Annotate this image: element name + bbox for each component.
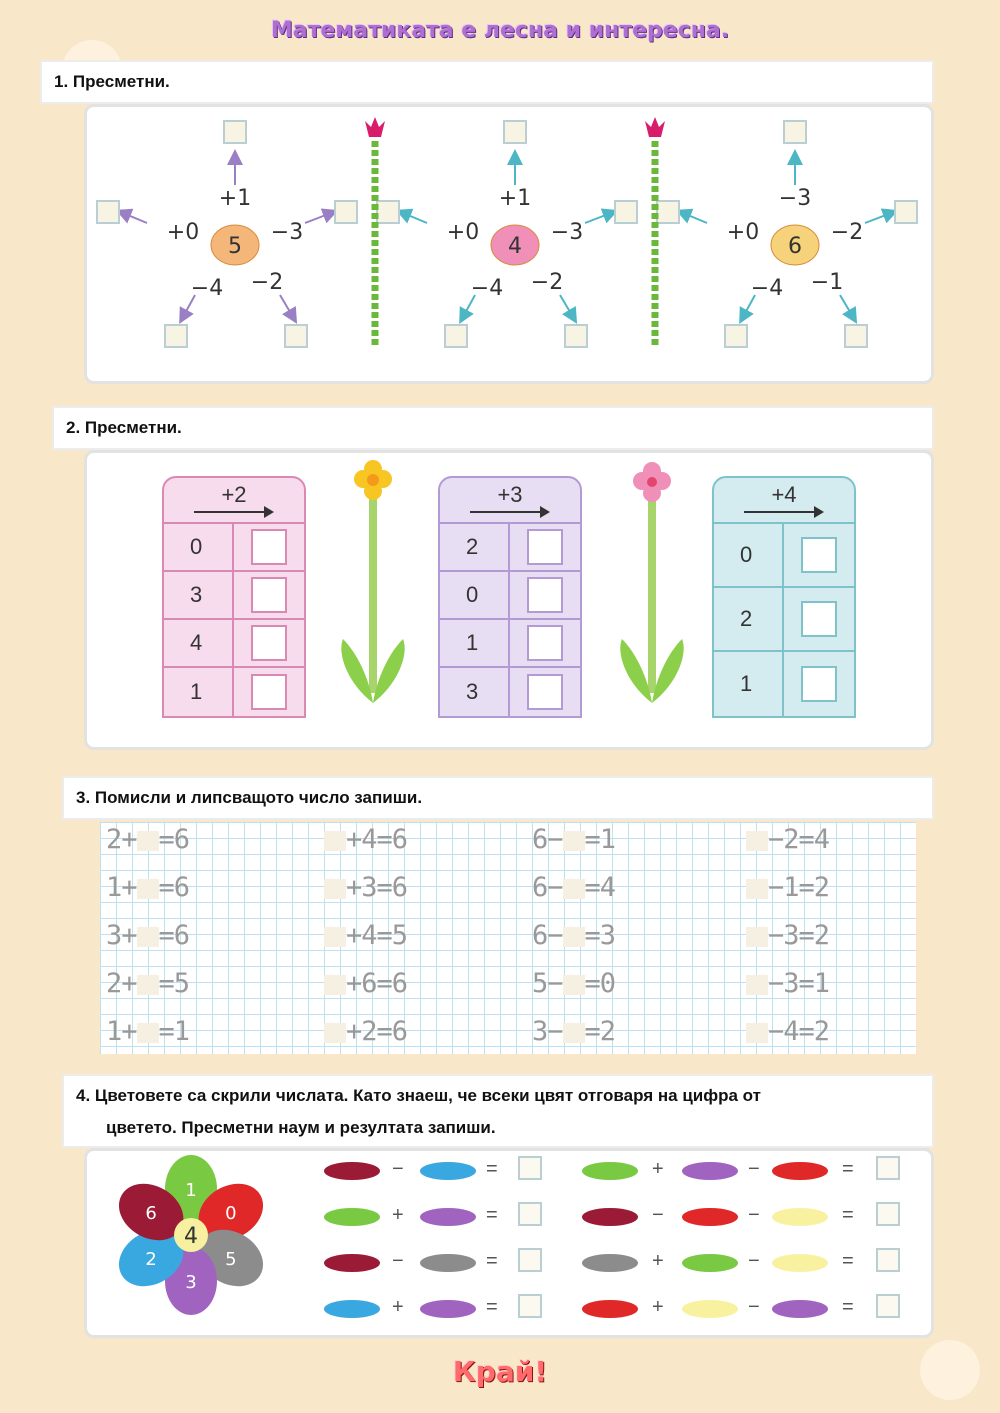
flower-center-number: 4: [184, 1224, 198, 1249]
addition-table-plus-3: [438, 476, 582, 718]
answer-box[interactable]: [377, 201, 399, 223]
missing-number-equation: [324, 920, 407, 951]
equation-prefix: 1+: [106, 1016, 137, 1047]
missing-number-slot[interactable]: [746, 975, 768, 995]
table-row: [440, 572, 580, 620]
equation-suffix: =1: [158, 1016, 190, 1047]
arrow-line: [470, 511, 542, 513]
missing-number-slot[interactable]: [137, 975, 159, 995]
op-left: +0: [446, 220, 480, 245]
op-bottom-left: −4: [470, 276, 504, 301]
equation-suffix: +6=6: [346, 968, 408, 999]
answer-box[interactable]: [657, 201, 679, 223]
missing-number-equation: [532, 872, 615, 903]
exercise-1-stars: [87, 107, 931, 381]
operator-symbol: +: [392, 1204, 404, 1226]
table-row: [714, 652, 854, 716]
missing-number-equation: [746, 968, 829, 999]
missing-number-slot[interactable]: [324, 879, 346, 899]
table-header: [164, 478, 304, 524]
op-right: −3: [270, 220, 304, 245]
missing-number-slot[interactable]: [137, 831, 159, 851]
operator-symbol: =: [486, 1204, 498, 1226]
answer-box[interactable]: [527, 625, 563, 661]
operator-symbol: −: [652, 1204, 664, 1226]
table-row: [714, 588, 854, 652]
op-bottom-left: −4: [190, 276, 224, 301]
color-blob: [772, 1300, 828, 1318]
op-right: −3: [550, 220, 584, 245]
missing-number-slot[interactable]: [324, 831, 346, 851]
answer-box[interactable]: [801, 601, 837, 637]
answer-box[interactable]: [518, 1156, 542, 1180]
arrow-icon: [683, 213, 707, 223]
answer-box[interactable]: [251, 529, 287, 565]
addition-table-plus-2: [162, 476, 306, 718]
addition-table-plus-4: [712, 476, 856, 718]
petal-number: 3: [185, 1272, 197, 1293]
arrow-icon: [865, 213, 891, 223]
color-blob: [772, 1254, 828, 1272]
operator-symbol: =: [486, 1158, 498, 1180]
answer-box[interactable]: [876, 1294, 900, 1318]
answer-box[interactable]: [97, 201, 119, 223]
missing-number-slot[interactable]: [746, 1023, 768, 1043]
table-answer-cell: [784, 588, 854, 650]
operator-symbol: =: [842, 1250, 854, 1272]
table-input-number: 1: [714, 652, 784, 716]
color-blob: [324, 1162, 380, 1180]
arrow-right-icon: [264, 506, 274, 518]
exercise-1-instruction: [40, 60, 934, 104]
missing-number-equation: [746, 824, 829, 855]
arrow-right-icon: [540, 506, 550, 518]
missing-number-slot[interactable]: [746, 831, 768, 851]
answer-box[interactable]: [251, 577, 287, 613]
color-blob: [682, 1300, 738, 1318]
operator-symbol: +: [652, 1296, 664, 1318]
table-input-number: 3: [440, 668, 510, 716]
table-operator: +2: [221, 482, 247, 507]
answer-box[interactable]: [784, 121, 806, 143]
equation-suffix: =1: [584, 824, 616, 855]
answer-box[interactable]: [801, 666, 837, 702]
equation-prefix: 2+: [106, 968, 137, 999]
missing-number-equation: [746, 872, 829, 903]
answer-box[interactable]: [801, 537, 837, 573]
exercise-1-panel: [84, 104, 934, 384]
answer-box[interactable]: [165, 325, 187, 347]
operator-symbol: =: [486, 1250, 498, 1272]
op-left: +0: [166, 220, 200, 245]
operator-symbol: +: [652, 1250, 664, 1272]
operator-symbol: =: [486, 1296, 498, 1318]
operator-symbol: =: [842, 1296, 854, 1318]
equation-prefix: 6−: [532, 920, 563, 951]
op-top: −3: [778, 186, 812, 211]
missing-number-equation: [324, 872, 407, 903]
table-input-number: 2: [440, 524, 510, 570]
table-answer-cell: [510, 572, 580, 618]
missing-number-slot[interactable]: [324, 975, 346, 995]
arrow-icon: [305, 213, 331, 223]
color-blob: [324, 1254, 380, 1272]
color-blob: [682, 1162, 738, 1180]
color-blob: [582, 1254, 638, 1272]
tulip-icon: [645, 117, 665, 347]
exercise-4-label-line2: цветето. Пресметни наум и резултата запиши.: [106, 1118, 496, 1137]
arrow-icon: [123, 213, 147, 223]
answer-box[interactable]: [251, 674, 287, 710]
equation-prefix: 2+: [106, 824, 137, 855]
missing-number-equation: [106, 920, 189, 951]
equation-suffix: −1=2: [768, 872, 830, 903]
missing-number-slot[interactable]: [563, 975, 585, 995]
equation-suffix: +4=6: [346, 824, 408, 855]
equation-suffix: =6: [158, 920, 190, 951]
arrow-icon: [840, 295, 853, 317]
missing-number-slot[interactable]: [137, 927, 159, 947]
table-answer-cell: [510, 620, 580, 666]
missing-number-equation: [532, 920, 615, 951]
color-blob: [772, 1162, 828, 1180]
equation-suffix: =4: [584, 872, 616, 903]
arrow-icon: [280, 295, 293, 317]
table-answer-cell: [784, 652, 854, 716]
color-blob: [682, 1208, 738, 1226]
equation-prefix: 3+: [106, 920, 137, 951]
color-blob: [582, 1162, 638, 1180]
operator-symbol: −: [392, 1250, 404, 1272]
operator-symbol: −: [748, 1158, 760, 1180]
missing-number-slot[interactable]: [137, 1023, 159, 1043]
exercise-2-instruction: [52, 406, 934, 450]
missing-number-equation: [532, 1016, 615, 1047]
missing-number-slot[interactable]: [746, 927, 768, 947]
equation-suffix: +3=6: [346, 872, 408, 903]
op-left: +0: [726, 220, 760, 245]
petal-number: 6: [145, 1203, 157, 1224]
answer-box[interactable]: [527, 577, 563, 613]
missing-number-slot[interactable]: [563, 1023, 585, 1043]
answer-box[interactable]: [445, 325, 467, 347]
table-input-number: 2: [714, 588, 784, 650]
equation-prefix: 3−: [532, 1016, 563, 1047]
calc-star-3: [657, 121, 917, 347]
missing-number-slot[interactable]: [563, 831, 585, 851]
equation-prefix: 6−: [532, 824, 563, 855]
missing-number-equation: [106, 872, 189, 903]
op-top: +1: [498, 186, 532, 211]
equation-prefix: 6−: [532, 872, 563, 903]
color-blob: [420, 1208, 476, 1226]
yellow-flower-icon: [341, 460, 404, 703]
op-top: +1: [218, 186, 252, 211]
answer-box[interactable]: [285, 325, 307, 347]
op-bottom-right: −2: [530, 270, 564, 295]
table-input-number: 1: [440, 620, 510, 666]
table-answer-cell: [234, 524, 304, 570]
color-blob: [682, 1254, 738, 1272]
page-title: Математиката е лесна и интересна.: [270, 18, 730, 43]
center-number: 6: [788, 234, 802, 259]
table-input-number: 0: [714, 524, 784, 586]
exercise-3-instruction: [62, 776, 934, 820]
answer-box[interactable]: [224, 121, 246, 143]
missing-number-equation: [106, 824, 189, 855]
answer-box[interactable]: [845, 325, 867, 347]
calc-star-1: [97, 121, 357, 347]
operator-symbol: −: [748, 1204, 760, 1226]
equation-prefix: 5−: [532, 968, 563, 999]
op-bottom-right: −2: [250, 270, 284, 295]
table-row: [440, 620, 580, 668]
color-blob: [420, 1254, 476, 1272]
arrow-icon: [585, 213, 611, 223]
answer-box[interactable]: [335, 201, 357, 223]
missing-number-equation: [324, 968, 407, 999]
answer-box[interactable]: [518, 1202, 542, 1226]
equation-suffix: =6: [158, 872, 190, 903]
table-row: [164, 524, 304, 572]
table-input-number: 1: [164, 668, 234, 716]
answer-box[interactable]: [876, 1202, 900, 1226]
equation-suffix: −4=2: [768, 1016, 830, 1047]
table-answer-cell: [234, 572, 304, 618]
table-operator: +4: [771, 482, 797, 507]
color-blob: [582, 1208, 638, 1226]
table-answer-cell: [510, 524, 580, 570]
missing-number-slot[interactable]: [324, 927, 346, 947]
operator-symbol: −: [392, 1158, 404, 1180]
table-answer-cell: [234, 668, 304, 716]
missing-number-equation: [106, 1016, 189, 1047]
color-blob: [324, 1300, 380, 1318]
missing-number-equation: [746, 1016, 829, 1047]
answer-box[interactable]: [615, 201, 637, 223]
missing-number-slot[interactable]: [563, 879, 585, 899]
end-title: Край!: [452, 1355, 548, 1388]
center-number: 5: [228, 234, 242, 259]
table-row: [164, 572, 304, 620]
missing-number-slot[interactable]: [137, 879, 159, 899]
answer-box[interactable]: [565, 325, 587, 347]
table-row: [164, 620, 304, 668]
petal-number: 5: [225, 1249, 237, 1270]
color-blob: [582, 1300, 638, 1318]
equation-suffix: =6: [158, 824, 190, 855]
calc-star-2: [377, 121, 637, 347]
petal-number: 0: [225, 1203, 237, 1224]
table-row: [440, 668, 580, 716]
table-row: [714, 524, 854, 588]
exercise-3-label: 3. Помисли и липсващото число запиши.: [76, 788, 423, 807]
missing-number-equation: [106, 968, 189, 999]
equation-suffix: =0: [584, 968, 616, 999]
op-right: −2: [830, 220, 864, 245]
table-input-number: 0: [164, 524, 234, 570]
table-row: [440, 524, 580, 572]
op-bottom-left: −4: [750, 276, 784, 301]
equation-suffix: =2: [584, 1016, 616, 1047]
answer-box[interactable]: [527, 674, 563, 710]
exercise-4-instruction: [62, 1074, 934, 1148]
op-bottom-right: −1: [810, 270, 844, 295]
table-input-number: 4: [164, 620, 234, 666]
petal-number: 1: [185, 1180, 197, 1201]
pink-flower-icon: [620, 462, 683, 703]
number-flower: [101, 1153, 281, 1333]
table-header: [714, 478, 854, 524]
missing-number-slot[interactable]: [324, 1023, 346, 1043]
equation-suffix: =3: [584, 920, 616, 951]
table-input-number: 3: [164, 572, 234, 618]
operator-symbol: +: [652, 1158, 664, 1180]
exercise-4-label-line1: 4. Цветовете са скрили числата. Като знаеш, че всеки цвят отговаря на цифра от: [76, 1086, 761, 1105]
missing-number-equation: [324, 1016, 407, 1047]
missing-number-equation: [746, 920, 829, 951]
arrow-line: [194, 511, 266, 513]
color-blob: [420, 1300, 476, 1318]
table-answer-cell: [510, 668, 580, 716]
table-header: [440, 478, 580, 524]
answer-box[interactable]: [876, 1248, 900, 1272]
operator-symbol: −: [748, 1296, 760, 1318]
answer-box[interactable]: [251, 625, 287, 661]
answer-box[interactable]: [876, 1156, 900, 1180]
tulip-icon: [365, 117, 385, 347]
equation-suffix: +2=6: [346, 1016, 408, 1047]
missing-number-equation: [532, 824, 615, 855]
center-number: 4: [508, 234, 522, 259]
operator-symbol: =: [842, 1204, 854, 1226]
equation-suffix: −2=4: [768, 824, 830, 855]
arrow-icon: [403, 213, 427, 223]
answer-box[interactable]: [518, 1294, 542, 1318]
color-blob: [324, 1208, 380, 1226]
exercise-2-label: 2. Пресметни.: [66, 418, 182, 437]
arrow-icon: [560, 295, 573, 317]
equation-suffix: =5: [158, 968, 190, 999]
equation-suffix: −3=1: [768, 968, 830, 999]
table-operator: +3: [497, 482, 523, 507]
color-blob: [772, 1208, 828, 1226]
answer-box[interactable]: [895, 201, 917, 223]
equation-suffix: −3=2: [768, 920, 830, 951]
petal-number: 2: [145, 1249, 157, 1270]
exercise-1-label: 1. Пресметни.: [54, 72, 170, 91]
color-blob: [420, 1162, 476, 1180]
operator-symbol: =: [842, 1158, 854, 1180]
table-input-number: 0: [440, 572, 510, 618]
arrow-line: [744, 511, 816, 513]
operator-symbol: −: [748, 1250, 760, 1272]
missing-number-slot[interactable]: [746, 879, 768, 899]
table-row: [164, 668, 304, 716]
table-answer-cell: [234, 620, 304, 666]
arrow-right-icon: [814, 506, 824, 518]
equation-suffix: +4=5: [346, 920, 408, 951]
equation-prefix: 1+: [106, 872, 137, 903]
exercise-3-grid: [100, 822, 916, 1054]
operator-symbol: +: [392, 1296, 404, 1318]
missing-number-equation: [324, 824, 407, 855]
table-answer-cell: [784, 524, 854, 586]
missing-number-equation: [532, 968, 615, 999]
missing-number-slot[interactable]: [563, 927, 585, 947]
answer-box[interactable]: [527, 529, 563, 565]
answer-box[interactable]: [504, 121, 526, 143]
answer-box[interactable]: [518, 1248, 542, 1272]
answer-box[interactable]: [725, 325, 747, 347]
